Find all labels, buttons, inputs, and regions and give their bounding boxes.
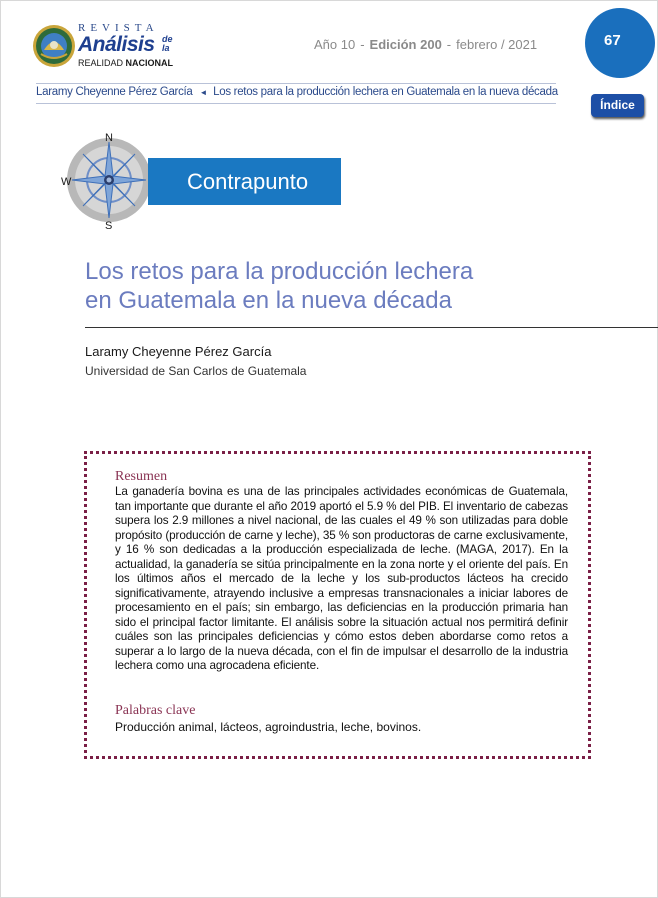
compass-south: S	[105, 220, 113, 230]
keywords-text: Producción animal, lácteos, agroindustria, leche, bovinos.	[115, 720, 422, 734]
article-title-line-1: Los retos para la producción lechera	[85, 258, 474, 285]
index-button[interactable]: Índice	[591, 94, 644, 117]
logo-revista: REVISTA	[78, 22, 159, 34]
issue-info	[314, 37, 537, 52]
article-affiliation: Universidad de San Carlos de Guatemala	[85, 364, 307, 378]
running-head-rule-bottom	[36, 103, 556, 104]
article-title-line-2: en Guatemala en la nueva década	[85, 287, 452, 314]
compass-west: W	[61, 176, 72, 188]
logo-analisis: Análisis	[78, 33, 155, 56]
section-tab	[148, 158, 341, 205]
running-head-author: Laramy Cheyenne Pérez García	[36, 86, 193, 98]
title-divider	[85, 327, 658, 328]
logo-nacional: NACIONAL	[125, 58, 174, 68]
logo-realidad-nacional	[78, 58, 173, 68]
compass-north: N	[105, 132, 113, 144]
issue-year: Año 10	[314, 37, 356, 52]
logo-de-la: de la	[162, 34, 173, 53]
article-author: Laramy Cheyenne Pérez García	[85, 344, 272, 359]
page-number-badge	[585, 8, 655, 78]
page-number: 67	[604, 32, 621, 49]
issue-date: febrero / 2021	[456, 37, 538, 52]
section-label: Contrapunto	[187, 169, 309, 194]
journal-logo[interactable]	[32, 22, 182, 74]
keywords-heading: Palabras clave	[115, 703, 196, 718]
seal-icon	[32, 24, 76, 68]
issue-separator: -	[360, 37, 365, 52]
abstract-box	[84, 451, 591, 759]
back-arrow-icon[interactable]: ◄	[199, 88, 208, 97]
compass-rose-icon	[60, 130, 160, 230]
article-title	[85, 257, 605, 315]
issue-separator-2: -	[446, 37, 452, 52]
running-head-rule-top	[36, 83, 556, 84]
abstract-text: La ganadería bovina es una de las principales actividades económicas de Guatemala, tan importante que durante el año 2019 aportó el 5.9 % del PIB. El inventario de cabezas supera los 2.9 millones a nivel nacional, de las cuales el 49 % son utilizadas para doble propósito (producción de carne y leche), 35 % son productoras de carne exclusivamente, y 16 % son dedicadas a la producción especializada de leche. (MAGA, 2017). En la actualidad, la ganadería se sitúa principalmente en la zona norte y el oriente del país. En los últimos años el mercado de la leche y los sub-productos lácteos ha crecido significativamente, atrayendo inclusive a empresas transnacionales a iniciar labores de procesamiento en el país; sin embargo, las deficiencias en la producción primaria han sido el principal factor limitante. El análisis sobre la situación actual nos permitirá definir cuáles son las principales deficiencias y cómo estos deben abordarse como retos a superar a lo largo de la nueva década, con el fin de impulsar el desarrollo de la industria lechera como una agrocadena eficiente.	[115, 485, 568, 672]
logo-realidad: REALIDAD	[78, 58, 124, 68]
running-head	[36, 86, 558, 98]
issue-edition: Edición 200	[369, 37, 442, 52]
running-head-title: Los retos para la producción lechera en Guatemala en la nueva década	[213, 86, 558, 98]
abstract-heading: Resumen	[115, 469, 168, 484]
